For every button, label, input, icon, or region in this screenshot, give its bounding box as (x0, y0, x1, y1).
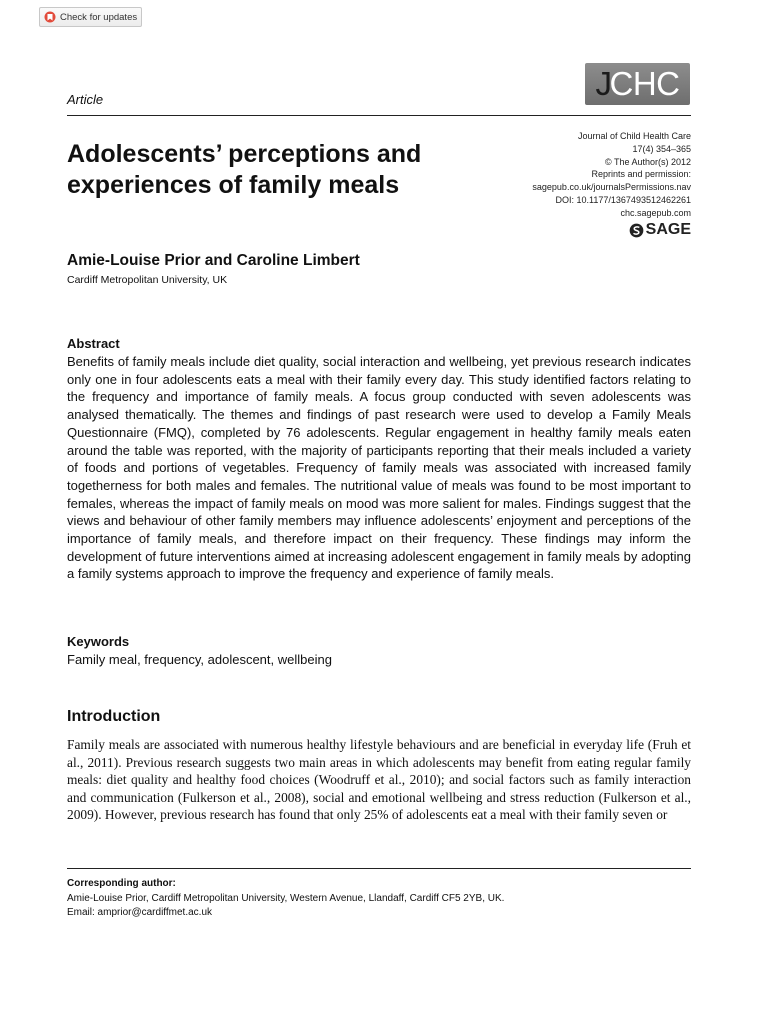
footnote-divider (67, 868, 691, 869)
journal-logo-j: J (595, 65, 612, 102)
article-type-label: Article (67, 92, 104, 107)
doi-line[interactable]: DOI: 10.1177/1367493512462261 (555, 194, 691, 205)
check-for-updates-label: Check for updates (60, 11, 138, 23)
corresponding-author-email[interactable]: Email: amprior@cardiffmet.ac.uk (67, 907, 213, 918)
article-title: Adolescents’ perceptions and experiences of family meals (67, 140, 422, 199)
introduction-text: Family meals are associated with numerous healthy lifestyle behaviours and are beneficial in everyday life (Fruh et al., 2011). Previous research suggests two main areas in which adolescents may benefit from eating regular family meals: diet quality and healthy food choices (Woodruff et al., 2010); and social factors such as family interaction and communication (Fulkerson et al., 2008), social and emotional wellbeing and stress reduction (Fulkerson et al., 2009). However, previous research has found that only 25% of adolescents eat a meal with their family seven or (67, 737, 691, 823)
journal-logo (585, 63, 690, 105)
permissions-link[interactable]: sagepub.co.uk/journalsPermissions.nav (532, 182, 691, 193)
author-affiliation: Cardiff Metropolitan University, UK (67, 274, 228, 286)
volume-pages: 17(4) 354–365 (632, 143, 691, 154)
header-divider (67, 115, 691, 116)
corresponding-author-address: Amie-Louise Prior, Cardiff Metropolitan University, Western Avenue, Llandaff, Cardiff CF5 2YB, UK. (67, 893, 505, 904)
abstract-text: Benefits of family meals include diet quality, social interaction and wellbeing, yet previous research indicates only one in four adolescents eats a meal with their family every day. This study identified factors relating to the frequency and importance of family meals. A focus group conducted with seven adolescents was analysed thematically. The themes and findings of past research were used to develop a Family Meals Questionnaire (FMQ), completed by 76 adolescents. Regular engagement in healthy family meals eaten around the table was reported, with the majority of participants reporting that their meals included a variety of foods and portions of vegetables. Frequency of family meals was associated with increased family togetherness for both males and females. The nutritional value of meals was found to be most important to females, whereas the impact of family meals on mood was more salient for males. Findings suggest that the views and behaviour of other family members may influence adolescents’ enjoyment and perceptions of the importance of family meals, and therefore impact on their frequency. These findings may inform the development of future interventions aimed at increasing adolescent engagement in family meals by adopting a family systems approach to improve the frequency and experience of family meals. (67, 354, 691, 582)
reprints-line: Reprints and permission: (591, 169, 691, 180)
crossmark-icon (44, 11, 56, 23)
author-names: Amie-Louise Prior and Caroline Limbert (67, 252, 360, 269)
corresponding-author-heading: Corresponding author: (67, 878, 176, 889)
journal-name: Journal of Child Health Care (577, 131, 691, 141)
check-for-updates-button[interactable] (39, 7, 142, 27)
copyright-line: © The Author(s) 2012 (604, 156, 691, 167)
sage-swirl-icon (629, 223, 644, 238)
keywords-list: Family meal, frequency, adolescent, wellbeing (67, 652, 332, 667)
keywords-heading: Keywords (67, 634, 130, 649)
journal-logo-text: CHC (609, 65, 680, 102)
introduction-heading: Introduction (67, 708, 161, 725)
journal-site-link[interactable]: chc.sagepub.com (620, 207, 691, 218)
abstract-heading: Abstract (67, 336, 120, 351)
sage-logo (629, 221, 691, 239)
sage-logo-text: SAGE (645, 221, 691, 238)
article-metadata (451, 130, 691, 220)
